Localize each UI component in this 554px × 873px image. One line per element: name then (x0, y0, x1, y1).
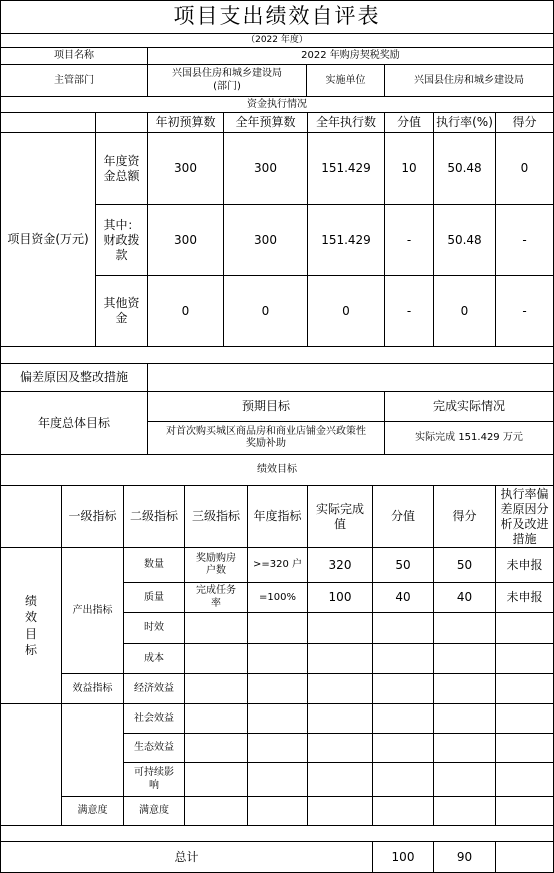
funds-cell: 300 (147, 132, 224, 205)
funds-header-cell: 执行率(%) (433, 112, 496, 133)
funds-cell: 0 (433, 275, 496, 347)
perf-empty-cell (495, 796, 554, 826)
perf-empty-cell (247, 762, 308, 797)
perf-empty-cell (184, 733, 248, 763)
perf-level3 (184, 547, 248, 583)
funds-cell: - (495, 204, 554, 276)
perf-empty-cell (433, 762, 496, 797)
perf-actual: 320 (307, 547, 373, 583)
funds-row-label (95, 275, 148, 347)
perf-got: 40 (433, 582, 496, 613)
perf-header-cell: 分值 (372, 485, 434, 548)
perf-level2: 经济效益 (123, 673, 185, 704)
project-name-value: 2022 年购房契税奖励 (147, 47, 554, 65)
funds-cell: 0 (307, 275, 385, 347)
deviation-value (147, 363, 554, 392)
perf-level2 (123, 762, 185, 797)
goal-label: 年度总体目标 (0, 391, 148, 455)
funds-cell: 50.48 (433, 204, 496, 276)
perf-side-label (0, 547, 62, 704)
perf-note: 未申报 (495, 547, 554, 583)
funds-header-cell: 全年预算数 (223, 112, 308, 133)
perf-level2: 质量 (123, 582, 185, 613)
perf-header-text: 执行率偏 差原因分 析及改进 措施 (500, 486, 549, 546)
perf-header-cell: 三级指标 (184, 485, 248, 548)
perf-header-text: 实际完成 值 (315, 501, 364, 531)
goal-expected-header: 预期目标 (147, 391, 385, 422)
total-got: 90 (433, 841, 496, 873)
perf-actual: 100 (307, 582, 373, 613)
perf-empty-cell (307, 673, 373, 704)
perf-note: 未申报 (495, 582, 554, 613)
perf-target: =100% (247, 582, 308, 613)
funds-row-label (95, 204, 148, 276)
perf-section-header: 绩效目标 (0, 454, 554, 486)
funds-row-label-text: 其他资 金 (103, 296, 140, 325)
perf-side-label-text: 绩效目标 (24, 594, 37, 657)
funds-header-cell: 全年执行数 (307, 112, 385, 133)
perf-score: 50 (372, 547, 434, 583)
perf-level2: 社会效益 (123, 703, 185, 734)
funds-header-cell: 分值 (384, 112, 434, 133)
goal-actual: 实际完成 151.429 万元 (384, 421, 554, 455)
perf-empty-cell (372, 762, 434, 797)
funds-cell: 10 (384, 132, 434, 205)
perf-empty-cell (433, 703, 496, 734)
spacer-row (0, 825, 554, 842)
perf-header-cell (307, 485, 373, 548)
perf-empty-cell (307, 643, 373, 674)
perf-score: 40 (372, 582, 434, 613)
perf-empty-cell (307, 796, 373, 826)
perf-level1-blank (61, 703, 124, 797)
perf-level2: 生态效益 (123, 733, 185, 763)
perf-level1: 满意度 (61, 796, 124, 826)
perf-empty-cell (495, 643, 554, 674)
project-name-label: 项目名称 (0, 47, 148, 65)
perf-empty-cell (372, 643, 434, 674)
perf-empty-cell (184, 673, 248, 704)
perf-empty-cell (372, 703, 434, 734)
spacer-row (0, 346, 554, 364)
perf-empty-cell (495, 733, 554, 763)
year-label: （2022 年度） (0, 33, 554, 48)
perf-empty-cell (433, 673, 496, 704)
dept-value: 兴国县住房和城乡建设局 (部门) (147, 64, 307, 97)
perf-empty-cell (307, 733, 373, 763)
funds-row-label (95, 132, 148, 205)
perf-empty-cell (372, 733, 434, 763)
perf-level2: 满意度 (123, 796, 185, 826)
impl-label: 实施单位 (306, 64, 385, 97)
funds-corner (0, 112, 96, 133)
perf-empty-cell (307, 762, 373, 797)
funds-header-cell: 年初预算数 (147, 112, 224, 133)
goal-expected: 对首次购买城区商品房和商业店铺金兴政策性 奖励补助 (147, 421, 385, 455)
perf-level2-text: 可持续影 响 (134, 767, 174, 791)
perf-header-cell: 二级指标 (123, 485, 185, 548)
perf-empty-cell (184, 796, 248, 826)
funds-label: 项目资金(万元) (0, 132, 96, 347)
funds-cell: 300 (223, 132, 308, 205)
funds-cell: 151.429 (307, 204, 385, 276)
perf-got: 50 (433, 547, 496, 583)
perf-empty-cell (495, 703, 554, 734)
perf-empty-cell (307, 703, 373, 734)
perf-empty-cell (433, 733, 496, 763)
funds-cell: 50.48 (433, 132, 496, 205)
perf-empty-cell (495, 612, 554, 644)
funds-section-header: 资金执行情况 (0, 96, 554, 113)
perf-empty-cell (247, 673, 308, 704)
perf-header-cell: 得分 (433, 485, 496, 548)
funds-cell: 300 (147, 204, 224, 276)
perf-empty-cell (184, 612, 248, 644)
perf-empty-cell (247, 733, 308, 763)
perf-empty-cell (372, 796, 434, 826)
funds-cell: - (495, 275, 554, 347)
perf-level3-text: 奖励购房 户数 (196, 552, 236, 576)
funds-cell: - (384, 275, 434, 347)
perf-corner (0, 485, 62, 548)
funds-cell: 0 (495, 132, 554, 205)
perf-empty-cell (433, 612, 496, 644)
perf-level1: 产出指标 (61, 547, 124, 674)
funds-header-cell: 得分 (495, 112, 554, 133)
impl-value: 兴国县住房和城乡建设局 (384, 64, 554, 97)
perf-header-cell: 年度指标 (247, 485, 308, 548)
perf-empty-cell (184, 703, 248, 734)
perf-empty-cell (247, 703, 308, 734)
perf-empty-cell (372, 612, 434, 644)
total-note (495, 841, 554, 873)
perf-empty-cell (247, 796, 308, 826)
perf-empty-cell (433, 643, 496, 674)
goal-actual-header: 完成实际情况 (384, 391, 554, 422)
funds-cell: - (384, 204, 434, 276)
perf-empty-cell (247, 643, 308, 674)
deviation-label: 偏差原因及整改措施 (0, 363, 148, 392)
funds-cell: 0 (223, 275, 308, 347)
perf-side-blank (0, 703, 62, 826)
perf-empty-cell (495, 673, 554, 704)
funds-row-label-text: 年度资 金总额 (103, 153, 140, 183)
perf-header-cell: 一级指标 (61, 485, 124, 548)
perf-empty-cell (184, 762, 248, 797)
perf-level3-text: 完成任务 率 (196, 585, 236, 609)
perf-empty-cell (433, 796, 496, 826)
perf-empty-cell (307, 612, 373, 644)
perf-empty-cell (247, 612, 308, 644)
total-label: 总计 (0, 841, 373, 873)
perf-empty-cell (495, 762, 554, 797)
perf-level3 (184, 582, 248, 613)
page-title: 项目支出绩效自评表 (0, 0, 554, 34)
perf-level2: 成本 (123, 643, 185, 674)
perf-empty-cell (372, 673, 434, 704)
perf-header-cell (495, 485, 554, 548)
funds-row-label-text: 其中： 财政拨 款 (103, 217, 140, 262)
funds-cell: 300 (223, 204, 308, 276)
perf-target: >=320 户 (247, 547, 308, 583)
funds-corner-2 (95, 112, 148, 133)
perf-level2: 时效 (123, 612, 185, 644)
funds-cell: 0 (147, 275, 224, 347)
perf-empty-cell (184, 643, 248, 674)
perf-level2: 数量 (123, 547, 185, 583)
total-score: 100 (372, 841, 434, 873)
funds-cell: 151.429 (307, 132, 385, 205)
dept-label: 主管部门 (0, 64, 148, 97)
perf-level1: 效益指标 (61, 673, 124, 704)
